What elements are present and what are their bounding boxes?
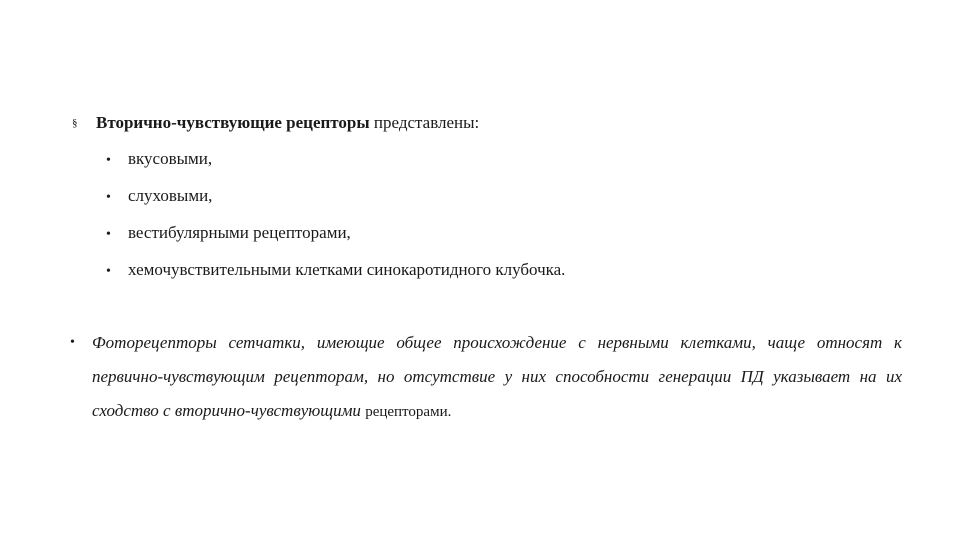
sub-list [106, 148, 565, 296]
paragraph-italic-text: Фоторецепторы сетчатки, имеющие общее происхождение с нервными клетками, чаще относят к первично-чувствующим рецепторам, но отсутствие у них способности генерации ПД указывает на их сходство с вторично-чувствующими [92, 333, 902, 420]
paragraph-tail-text: рецепторами. [365, 404, 452, 420]
main-list-item [72, 112, 479, 134]
sub-item-text: слуховыми, [128, 186, 213, 205]
sub-list-item [106, 222, 565, 259]
sub-item-text: вестибулярными рецепторами, [128, 223, 351, 242]
sub-item-text: вкусовыми, [128, 149, 213, 168]
sub-list-item [106, 148, 565, 185]
bullet-dot-icon: • [106, 264, 111, 279]
photoreceptor-paragraph [70, 326, 902, 429]
main-item-rest-text: представлены: [369, 113, 480, 132]
bullet-dot-icon: • [106, 227, 111, 242]
sub-list-item [106, 259, 565, 296]
main-item-bold-text: Вторично-чувствующие рецепторы [96, 113, 370, 132]
sub-item-text: хемочувствительными клетками синокаротидного клубочка. [128, 260, 566, 279]
sub-list-item [106, 185, 565, 222]
bullet-dot-icon: • [106, 190, 111, 205]
paragraph-text [92, 326, 902, 429]
bullet-dot-icon: • [106, 153, 111, 168]
square-bullet-icon: § [72, 117, 78, 129]
bullet-dot-icon: • [70, 335, 75, 350]
